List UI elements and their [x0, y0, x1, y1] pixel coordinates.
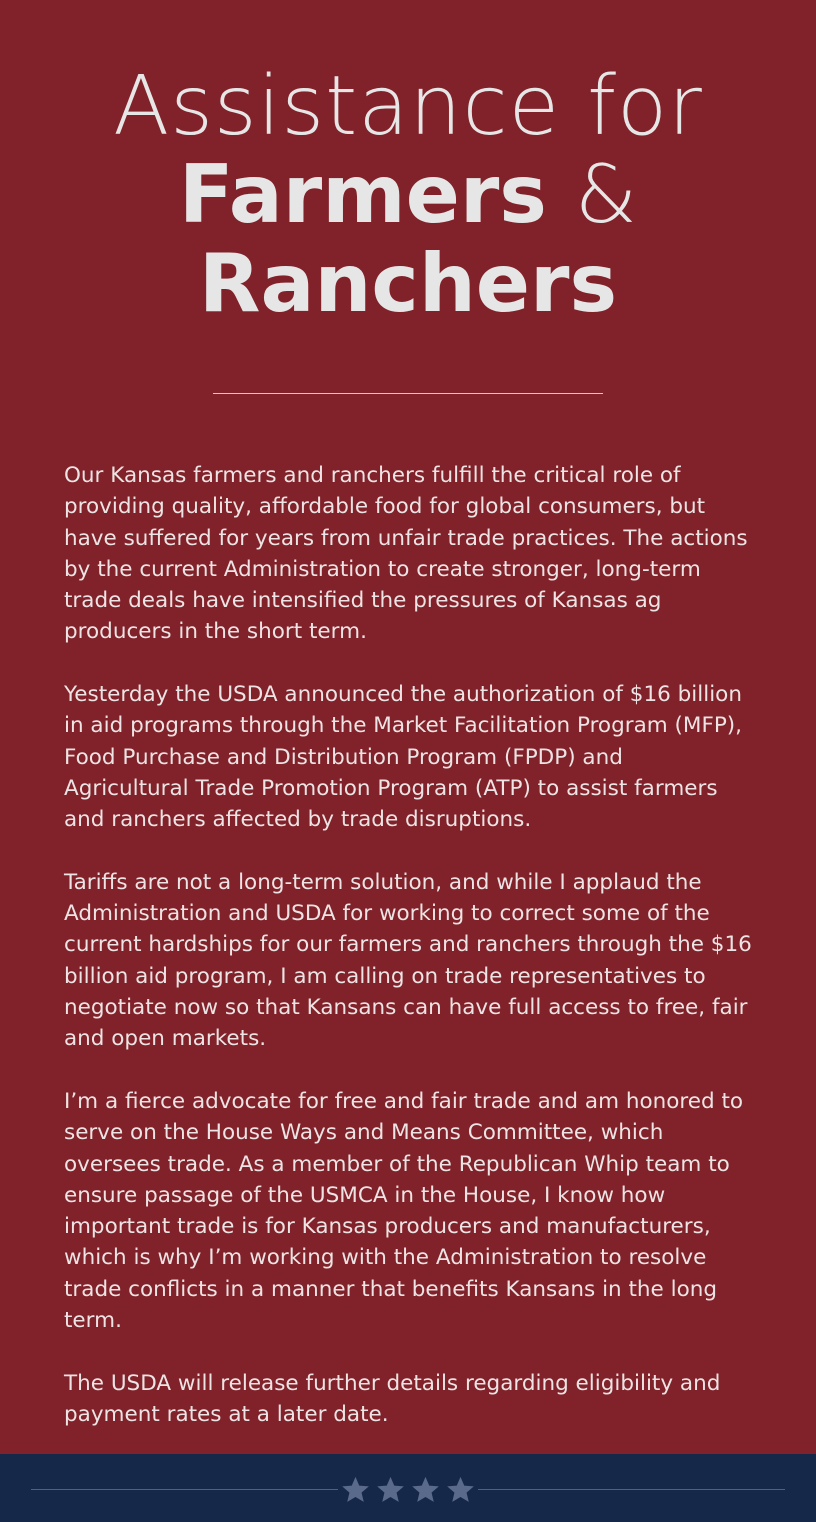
paragraph-1: Our Kansas farmers and ranchers fulfill the critical role of providing quality, affordable food for global consumers, but have suffered for years from unfair trade practices. The actions by the current Administration to create stronger, long-term trade deals have intensified the pressures of Kansas ag producers in the short term.: [64, 463, 748, 645]
page-title: [0, 59, 816, 330]
title-line-1: Assistance for: [113, 59, 703, 154]
star-icon: [446, 1475, 475, 1504]
title-line-3: [0, 238, 816, 330]
title-ampersand: &: [574, 148, 638, 241]
star-icon: [376, 1475, 405, 1504]
article-body: [64, 460, 754, 1462]
footer-band: [0, 1454, 816, 1522]
paragraph-3: Tariffs are not a long-term solution, and while I applaud the Administration and USDA for working to correct some of the current hardships for our farmers and ranchers through the $16 billion aid program, I am calling on trade representatives to negotiate now so that Kansans can have full access to free, fair and open markets.: [64, 869, 752, 1052]
footer-stars: [338, 1469, 478, 1509]
paragraph-2: Yesterday the USDA announced the authorization of $16 billion in aid programs through the Market Facilitation Program (MFP), Food Purchase and Distribution Program (FPDP) and Agricultural Trade Promotion Program (ATP) to assist farmers and ranchers affected by trade disruptions.: [64, 682, 743, 833]
title-line-2: [0, 148, 816, 241]
title-divider: [213, 393, 603, 394]
title-farmers: Farmers: [178, 148, 547, 241]
paragraph-5: The USDA will release further details regarding eligibility and payment rates at a later date.: [64, 1370, 721, 1427]
star-icon: [411, 1475, 440, 1504]
paragraph-4: I’m a fierce advocate for free and fair trade and am honored to serve on the House Ways and Means Committee, which oversees trade. As a member of the Republican Whip team to ensure passage of the USMCA in the House, I know how important trade is for Kansas producers and manufacturers, which is why I’m working with the Administration to resolve trade conflicts in a manner that benefits Kansans in the long term.: [64, 1088, 744, 1334]
star-icon: [341, 1475, 370, 1504]
footer-rule-right: [478, 1489, 785, 1490]
title-ranchers: Ranchers: [198, 237, 618, 330]
footer-rule-left: [31, 1489, 338, 1490]
